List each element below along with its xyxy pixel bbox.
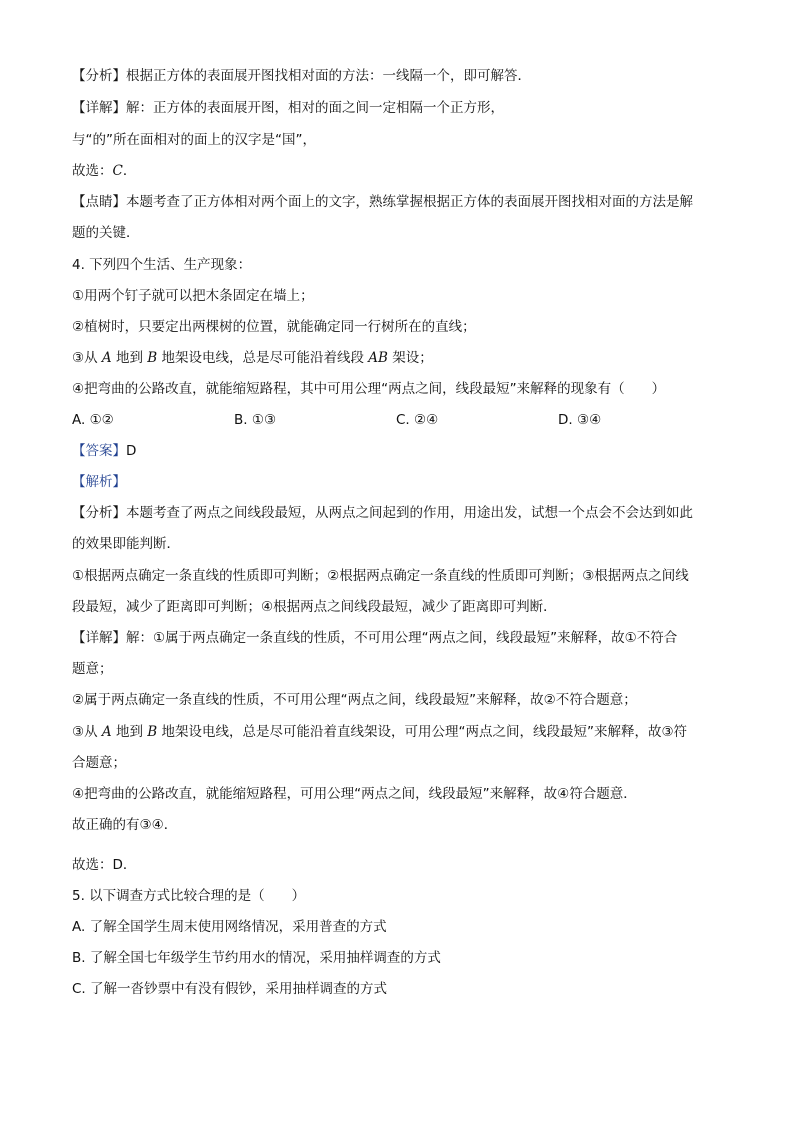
q4-reason-2: 段最短，减少了距离即可判断；④根据两点之间线段最短，减少了距离即可判断． bbox=[72, 599, 557, 615]
q4-detail-6: ④把弯曲的公路改直，就能缩短路程，可用公理“两点之间，线段最短”来解释，故④符合题意． bbox=[72, 786, 637, 802]
q3-analysis: 【分析】根据正方体的表面展开图找相对面的方法：一线隔一个，即可解答． bbox=[72, 68, 531, 84]
q4-detail-3: ②属于两点确定一条直线的性质，不可用公理“两点之间，线段最短”来解释，故②不符合题意； bbox=[72, 692, 637, 708]
tag-detail: 【详解】 bbox=[72, 630, 126, 646]
q5-stem: 5. 以下调查方式比较合理的是（ ） bbox=[72, 888, 306, 904]
q4-choose: 故选：D． bbox=[72, 857, 137, 873]
q4-item-3: ③从 A 地到 B 地架设电线，总是尽可能沿着线段 AB 架设； bbox=[72, 350, 433, 366]
q4-option-c: C. ②④ bbox=[396, 412, 439, 428]
q4-options bbox=[72, 410, 722, 430]
q3-comment-1: 【点睛】本题考查了正方体相对两个面上的文字，熟练掌握根据正方体的表面展开图找相对面的方法是解 bbox=[72, 194, 693, 210]
q3-detail-2: 与“的”所在面相对的面上的汉字是“国”， bbox=[72, 132, 316, 148]
q4-answer: 【答案】D bbox=[72, 443, 137, 459]
q5-option-b: B. 了解全国七年级学生节约用水的情况，采用抽样调查的方式 bbox=[72, 950, 441, 966]
tag-comment: 【点睛】 bbox=[72, 194, 126, 210]
q4-analysis-1: 【分析】本题考查了两点之间线段最短，从两点之间起到的作用，用途出发，试想一个点会不会达到如此 bbox=[72, 505, 693, 521]
q4-item-2: ②植树时，只要定出两棵树的位置，就能确定同一行树所在的直线； bbox=[72, 319, 476, 335]
q4-detail-2: 题意； bbox=[72, 661, 113, 677]
tag-detail: 【详解】 bbox=[72, 100, 126, 116]
q4-reason-1: ①根据两点确定一条直线的性质即可判断；②根据两点确定一条直线的性质即可判断；③根据两点之间线 bbox=[72, 568, 689, 584]
tag-analysis: 【分析】 bbox=[72, 505, 126, 521]
q4-option-b: B. ①③ bbox=[234, 412, 277, 428]
q4-item-4: ④把弯曲的公路改直，就能缩短路程，其中可用公理“两点之间，线段最短”来解释的现象有（ ） bbox=[72, 381, 666, 397]
q4-option-a: A. ①② bbox=[72, 412, 114, 428]
q4-item-1: ①用两个钉子就可以把木条固定在墙上； bbox=[72, 288, 314, 304]
tag-explain: 【解析】 bbox=[72, 474, 126, 490]
q5-option-c: C. 了解一沓钞票中有没有假钞，采用抽样调查的方式 bbox=[72, 981, 388, 997]
q3-comment-2: 题的关键． bbox=[72, 225, 140, 241]
q4-detail-4: ③从 A 地到 B 地架设电线，总是尽可能沿着直线架设，可用公理“两点之间，线段最短”来解释，故③符 bbox=[72, 724, 688, 740]
q4-option-d: D. ③④ bbox=[558, 412, 602, 428]
tag-answer: 【答案】 bbox=[72, 443, 126, 459]
q4-detail-7: 故正确的有③④． bbox=[72, 817, 178, 833]
tag-analysis: 【分析】 bbox=[72, 68, 126, 84]
q4-detail-1: 【详解】解：①属于两点确定一条直线的性质，不可用公理“两点之间，线段最短”来解释，故①不符合 bbox=[72, 630, 678, 646]
q5-option-a: A. 了解全国学生周末使用网络情况，采用普查的方式 bbox=[72, 919, 387, 935]
q3-choose: 故选：C． bbox=[72, 163, 137, 179]
q4-analysis-2: 的效果即能判断． bbox=[72, 536, 180, 552]
q4-stem: 4. 下列四个生活、生产现象： bbox=[72, 257, 252, 273]
q4-detail-5: 合题意； bbox=[72, 755, 126, 771]
q3-detail-1: 【详解】解：正方体的表面展开图，相对的面之间一定相隔一个正方形， bbox=[72, 100, 504, 116]
